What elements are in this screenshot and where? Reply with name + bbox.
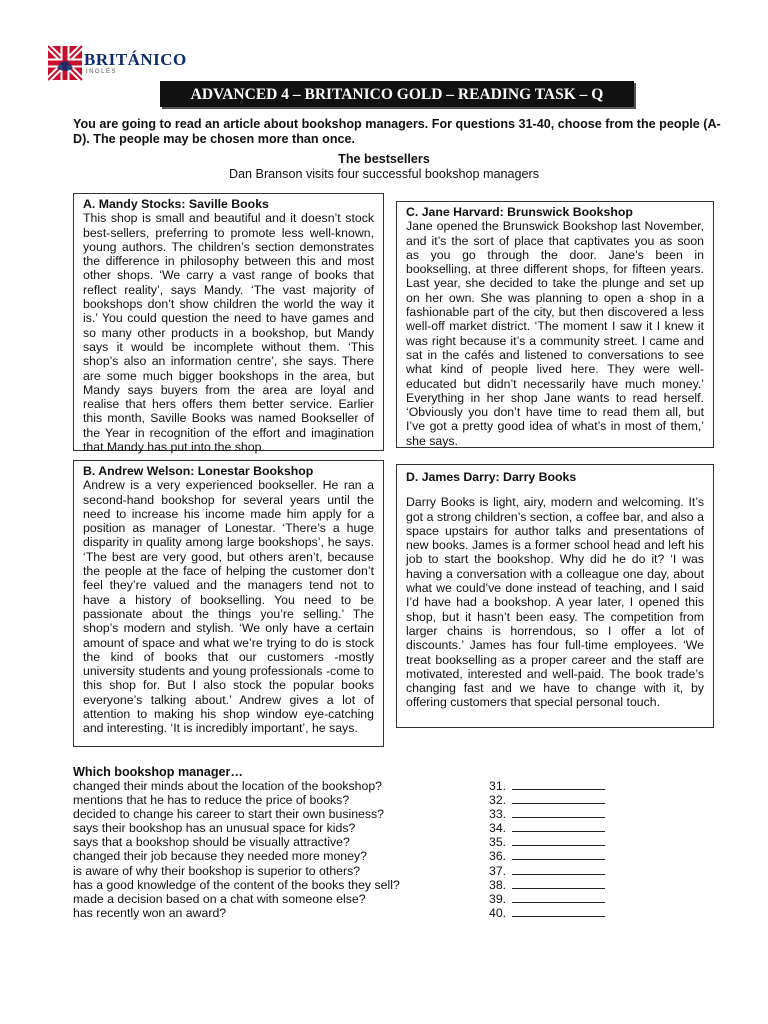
question-number: 38. [489, 877, 507, 892]
question-text: changed their minds about the location of the bookshop? [73, 779, 383, 793]
question-text: changed their job because they needed more money? [73, 849, 367, 864]
question-row [73, 892, 633, 906]
question-number: 36. [489, 849, 507, 864]
instructions: You are going to read an article about bookshop managers. For questions 31-40, choose from the people (A-D). The people may be chosen more than once. [73, 117, 721, 146]
question-number: 40. [489, 905, 507, 920]
page-title: ADVANCED 4 – BRITANICO GOLD – READING TASK – Q [160, 81, 634, 107]
question-number: 33. [489, 807, 507, 822]
question-row [73, 779, 633, 793]
question-number: 39. [489, 891, 507, 906]
question-text: mentions that he has to reduce the price of books? [73, 793, 350, 808]
section-c-body: Jane opened the Brunswick Bookshop last November, and it’s the sort of place that captivates you as soon as you go through the door. Jane’s been in bookselling, at three different shops, for fifteen years. Last year, she decided to take the plunge and set up on her own. She was planning to open a shop in a fashionable part of the city, but then discovered a less well-off market district. ‘The moment I saw it I knew it was right because it’s a community street. I came and sat in the cafés and listened to conversations to see what kind of people lived here. They were well-educated but didn’t necessarily have much money.’ Everything in her shop Jane wants to read herself. ‘Obviously you don’t have time to read them all, but I’ve got a pretty good idea of what’s in most of them,’ she says. [406, 219, 704, 448]
question-text: is aware of why their bookshop is superior to others? [73, 863, 361, 878]
questions-title: Which bookshop manager… [73, 765, 244, 779]
question-number: 37. [489, 863, 507, 878]
question-row [73, 878, 633, 892]
answer-blank[interactable] [512, 845, 605, 846]
answer-blank[interactable] [512, 859, 605, 860]
answer-blank[interactable] [512, 803, 605, 804]
question-row [73, 807, 633, 821]
question-number: 34. [489, 821, 507, 836]
question-row [73, 864, 633, 878]
question-text: says that a bookshop should be visually attractive? [73, 835, 350, 850]
question-text: made a decision based on a chat with someone else? [73, 891, 366, 906]
section-d-body: Darry Books is light, airy, modern and welcoming. It’s got a strong children’s section, a coffee bar, and also a space upstairs for author talks and presentations of new books. James is a former school head and left his job to start the bookshop. Why did he do it? ‘I was having a conversation with a colleague one day, about what we could’ve done instead of teaching, and I said I’d have had a bookshop. A year later, I opened this shop, but it hasn’t been easy. The competition from larger chains is horrendous, so I offer a lot of discounts.’ James has four full-time employees. ‘We treat bookselling as a proper career and the staff are motivated, interested and well-paid. The book trade’s changing fast and we have to change with it, by offering customers that special personal touch. [406, 495, 704, 710]
question-row [73, 835, 633, 849]
section-a-body: This shop is small and beautiful and it doesn’t stock best-sellers, preferring to promote less well-known, young authors. The children’s section demonstrates the difference in philosophy between this and most other shops. ‘We carry a vast range of books that reflect reality’, says Mandy. ‘The vast majority of bookshops don’t show children the world the way it is.’ You could question the need to have games and so many other products in a bookshop, but Mandy says it would be incomplete without them. ‘This shop’s also an information centre’, she says. There are some much bigger bookshops in the area, but Mandy says buyers from the area are loyal and realise that hers offers them better service. Earlier this month, Saville Books was named Bookseller of the Year in recognition of the effort and imagination that Mandy has put into the shop. [83, 211, 374, 455]
questions-list [73, 779, 633, 920]
article-title: The bestsellers [338, 152, 430, 166]
logo-name: BRITÁNICO [84, 50, 187, 69]
section-c-box [396, 201, 714, 448]
question-text: decided to change his career to start their own business? [73, 807, 385, 822]
section-a-box [73, 193, 384, 455]
question-row [73, 821, 633, 835]
article-subtitle: Dan Branson visits four successful bookshop managers [228, 167, 540, 181]
question-number: 31. [489, 779, 507, 793]
question-number: 35. [489, 835, 507, 850]
answer-blank[interactable] [512, 888, 605, 889]
answer-blank[interactable] [512, 916, 605, 917]
section-c-heading: C. Jane Harvard: Brunswick Bookshop [406, 205, 633, 219]
section-b-body: Andrew is a very experienced bookseller. He ran a second-hand bookshop for several years until the need to increase his income made him apply for a position as manager of Lonestar. ‘There’s a huge disparity in quality among large bookshops’, he says. ‘The best are very good, but others aren’t, because the people at the face of helping the customer don’t feel they’re valued and the managers tend not to have a history of bookselling. You need to be passionate about the things you’re selling.’ The shop’s modern and stylish. ‘We only have a certain amount of space and what we’re trying to do is stock the kind of books that our customers -mostly university students and young professionals -come to this shop for. But I also stock the popular books everyone’s talking about.’ Andrew gives a lot of attention to making his shop window eye-catching and interesting. ‘It is incredibly important’, he says. [83, 478, 374, 736]
section-b-heading: B. Andrew Welson: Lonestar Bookshop [83, 464, 314, 478]
answer-blank[interactable] [512, 831, 605, 832]
section-d-heading: D. James Darry: Darry Books [406, 470, 577, 484]
question-row [73, 793, 633, 807]
answer-blank[interactable] [512, 817, 605, 818]
question-text: has recently won an award? [73, 905, 227, 920]
section-b-box [73, 460, 384, 747]
answer-blank[interactable] [512, 874, 605, 875]
answer-blank[interactable] [512, 902, 605, 903]
question-row [73, 849, 633, 863]
question-text: says their bookshop has an unusual space for kids? [73, 821, 356, 836]
answer-blank[interactable] [512, 789, 605, 790]
section-a-heading: A. Mandy Stocks: Saville Books [83, 197, 269, 211]
union-jack-icon [48, 46, 82, 80]
question-number: 32. [489, 793, 507, 808]
section-d-box [396, 464, 714, 728]
logo-subtitle: INGLÉS [86, 69, 118, 75]
question-text: has a good knowledge of the content of the books they sell? [73, 877, 400, 892]
question-row [73, 906, 633, 920]
